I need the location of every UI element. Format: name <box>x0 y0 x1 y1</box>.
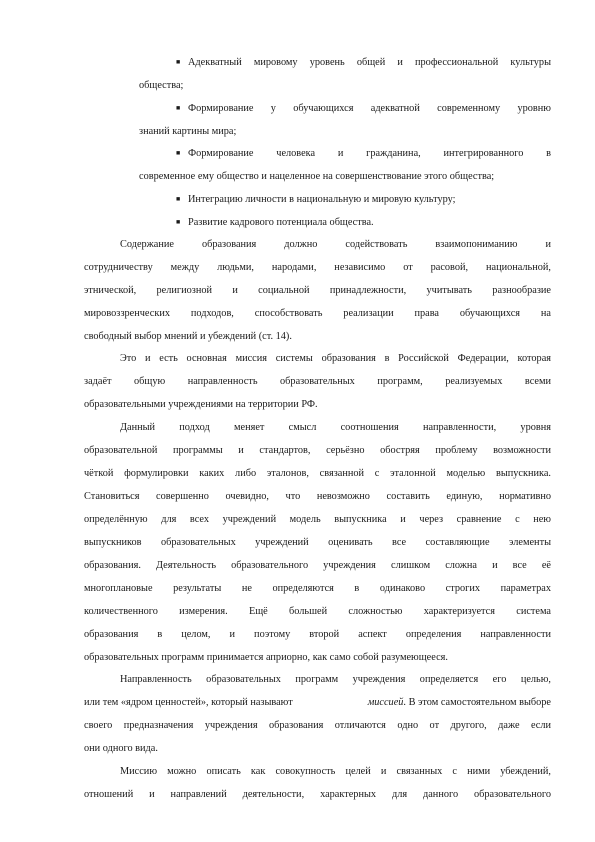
paragraph-line: Направленность образовательных программ учреждения определяется его целью, <box>120 674 551 685</box>
bullet-marker: ■ <box>176 218 181 226</box>
text-segment: или тем «ядром ценностей», который называют <box>84 697 293 708</box>
paragraph-line: Становиться совершенно очевидно, что невозможно составить единую, нормативно <box>84 491 551 502</box>
mission-term <box>368 696 551 709</box>
bullet-item-1-line-2: общества; <box>139 80 184 91</box>
paragraph-line: Это и есть основная миссия системы образования в Российской Федерации, которая <box>120 353 551 364</box>
paragraph-line: многоплановые результаты не определяются в одинаково строгих параметрах <box>84 583 551 594</box>
bullet-marker: ■ <box>176 58 181 66</box>
paragraph-line: определённую для всех учреждений модель выпускника и через сравнение с нею <box>84 514 551 525</box>
bullet-item-5-line-1: Развитие кадрового потенциала общества. <box>188 217 374 228</box>
bullet-item-1-line-1: Адекватный мировому уровень общей и профессиональной культуры <box>188 57 551 68</box>
paragraph-line: сотрудничеству между людьми, народами, независимо от расовой, национальной, <box>84 262 551 273</box>
paragraph-line: образовательными учреждениями на территории РФ. <box>84 399 318 410</box>
bullet-marker: ■ <box>176 104 181 112</box>
paragraph-line: количественного измерения. Ещё большей сложностью характеризуется система <box>84 606 551 617</box>
bullet-item-2-line-2: знаний картины мира; <box>139 126 237 137</box>
bullet-marker: ■ <box>176 195 181 203</box>
paragraph-line: Данный подход меняет смысл соотношения направленности, уровня <box>120 422 551 433</box>
paragraph-line: выпускников образовательных учреждений оценивать все составляющие элементы <box>84 537 551 548</box>
emphasized-term: миссией <box>367 697 404 708</box>
paragraph-line: образовательной программы и стандартов, серьёзно обостряя проблему возможности <box>84 445 551 456</box>
paragraph-line: задаёт общую направленность образовательных программ, реализуемых всеми <box>84 376 551 387</box>
paragraph-line: отношений и направлений деятельности, характерных для данного образовательного <box>84 789 551 800</box>
paragraph-line-mixed <box>84 696 551 709</box>
text-segment: . В этом самостоятельном выборе <box>403 697 551 708</box>
bullet-marker: ■ <box>176 149 181 157</box>
paragraph-line: образовательных программ принимается априорно, как само собой разумеющееся. <box>84 652 448 663</box>
bullet-item-2-line-1: Формирование у обучающихся адекватной современному уровню <box>188 103 551 114</box>
paragraph-line: свободный выбор мнений и убеждений (ст. 14). <box>84 331 292 342</box>
paragraph-line: мировоззренческих подходов, способствовать реализации права обучающихся на <box>84 308 551 319</box>
paragraph-line: своего предназначения учреждения образования отличаются одно от другого, даже если <box>84 720 551 731</box>
paragraph-line: этнической, религиозной и социальной принадлежности, учитывать разнообразие <box>84 285 551 296</box>
paragraph-line: образования. Деятельность образовательного учреждения слишком сложна и все её <box>84 560 551 571</box>
paragraph-line: они одного вида. <box>84 743 158 754</box>
paragraph-line: Содержание образования должно содействовать взаимопониманию и <box>120 239 551 250</box>
paragraph-line: Миссию можно описать как совокупность целей и связанных с ними убеждений, <box>120 766 551 777</box>
bullet-item-3-line-1: Формирование человека и гражданина, интегрированного в <box>188 148 551 159</box>
paragraph-line: образования в целом, и поэтому второй аспект определения направленности <box>84 629 551 640</box>
paragraph-line: чёткой формулировки каких либо эталонов, связанной с эталонной моделью выпускника. <box>84 468 551 479</box>
bullet-item-4-line-1: Интеграцию личности в национальную и мировую культуру; <box>188 194 456 205</box>
bullet-item-3-line-2: современное ему общество и нацеленное на совершенствование этого общества; <box>139 171 495 182</box>
